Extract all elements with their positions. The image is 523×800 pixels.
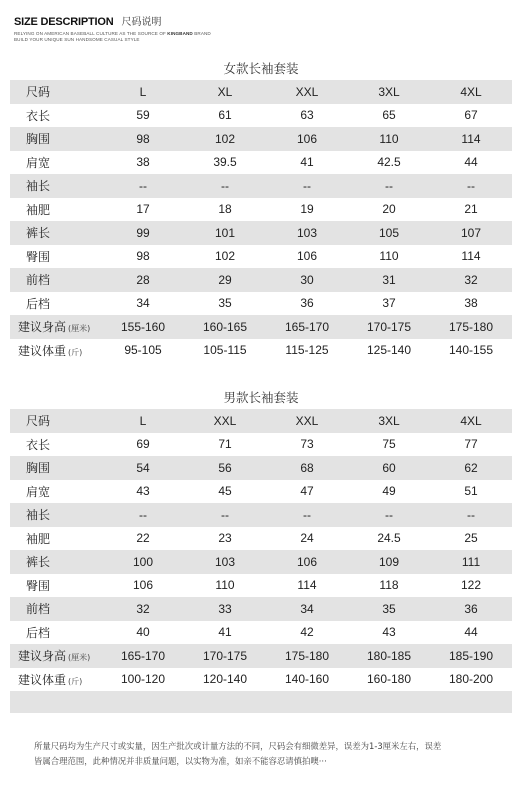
size-cell: 37 [348, 292, 430, 316]
size-cell: 160-165 [184, 315, 266, 339]
row-unit: (厘米) [68, 653, 91, 663]
women-size-row [10, 80, 512, 104]
size-cell: 120-140 [184, 668, 266, 692]
size-cell: 36 [430, 597, 512, 621]
size-cell: 165-170 [102, 644, 184, 668]
size-cell: 56 [184, 456, 266, 480]
size-cell: 18 [184, 198, 266, 222]
size-cell: 41 [184, 621, 266, 645]
size-cell: 170-175 [184, 644, 266, 668]
size-cell: 75 [348, 433, 430, 457]
size-cell: 35 [348, 597, 430, 621]
men-table-title: 男款长袖套装 [223, 390, 299, 405]
size-cell: 105-115 [184, 339, 266, 363]
size-cell: 19 [266, 198, 348, 222]
size-cell: 43 [348, 621, 430, 645]
size-cell: 60 [348, 456, 430, 480]
size-cell: 41 [266, 151, 348, 175]
size-cell: 160-180 [348, 668, 430, 692]
size-cell: 180-200 [430, 668, 512, 692]
header-title-cn: 尺码说明 [121, 17, 162, 28]
row-label-text: 后档 [26, 625, 51, 640]
row-label [10, 550, 102, 574]
size-cell: 110 [348, 245, 430, 269]
size-cell: 38 [102, 151, 184, 175]
size-cell: 61 [184, 104, 266, 128]
size-cell: 118 [348, 574, 430, 598]
women-size-row [10, 221, 512, 245]
brand-name: KINGBAND [167, 31, 193, 36]
size-cell: 106 [266, 245, 348, 269]
women-size-table [10, 80, 512, 362]
row-label [10, 409, 102, 433]
women-size-row [10, 292, 512, 316]
size-cell: 35 [184, 292, 266, 316]
row-label [10, 503, 102, 527]
size-cell: 100-120 [102, 668, 184, 692]
size-cell: 140-160 [266, 668, 348, 692]
size-cell: -- [102, 503, 184, 527]
size-cell: XXL [266, 409, 348, 433]
row-label [10, 198, 102, 222]
row-label-text: 前档 [26, 602, 51, 617]
size-cell: -- [266, 503, 348, 527]
row-label-text: 袖长 [26, 508, 51, 523]
size-cell: 23 [184, 527, 266, 551]
size-cell: 22 [102, 527, 184, 551]
size-cell: 102 [184, 127, 266, 151]
size-cell: 62 [430, 456, 512, 480]
size-cell: L [102, 80, 184, 104]
size-cell: 51 [430, 480, 512, 504]
row-label-text: 肩宽 [26, 484, 51, 499]
size-cell: -- [184, 503, 266, 527]
size-cell: 44 [430, 151, 512, 175]
size-cell: 106 [266, 127, 348, 151]
row-label [10, 644, 102, 668]
size-cell: 42 [266, 621, 348, 645]
header-subtitle-line2: BUILD YOUR UNIQUE SUN HANDSOME CASUAL STYLE [14, 37, 140, 42]
size-disclaimer-note [34, 739, 504, 768]
note-line-2: 皆属合理范围，此种情况并非质量问题，以实物为准，如亲不能容忍请慎拍噢··· [34, 755, 327, 766]
size-cell: 114 [430, 245, 512, 269]
note-line-1: 所量尺码均为生产尺寸或实量，因生产批次或计量方法的不同，尺码会有细微差异，误差为1-3厘米左右，误差 [34, 741, 442, 751]
row-label [10, 268, 102, 292]
men-size-section [10, 387, 512, 691]
size-cell: 175-180 [430, 315, 512, 339]
row-label [10, 527, 102, 551]
size-cell: XXL [184, 409, 266, 433]
row-label-text: 裤长 [26, 555, 51, 570]
size-cell: 3XL [348, 409, 430, 433]
men-size-row [10, 621, 512, 645]
size-cell: 105 [348, 221, 430, 245]
men-size-row [10, 668, 512, 692]
size-cell: 98 [102, 127, 184, 151]
women-size-row [10, 174, 512, 198]
size-cell: 140-155 [430, 339, 512, 363]
row-label-text: 尺码 [26, 414, 51, 429]
row-label [10, 221, 102, 245]
size-cell: -- [430, 174, 512, 198]
size-cell: 103 [184, 550, 266, 574]
row-label-text: 袖肥 [26, 202, 51, 217]
size-cell: 114 [430, 127, 512, 151]
size-cell: 24 [266, 527, 348, 551]
size-cell: 54 [102, 456, 184, 480]
size-cell: 24.5 [348, 527, 430, 551]
size-cell: 42.5 [348, 151, 430, 175]
size-cell: 114 [266, 574, 348, 598]
row-unit: (厘米) [68, 324, 91, 334]
size-cell: 170-175 [348, 315, 430, 339]
size-cell: 4XL [430, 80, 512, 104]
row-label [10, 621, 102, 645]
size-cell: 122 [430, 574, 512, 598]
size-cell: 32 [430, 268, 512, 292]
size-cell: L [102, 409, 184, 433]
header-title-en: SIZE DESCRIPTION [14, 16, 114, 28]
row-label-text: 袖肥 [26, 531, 51, 546]
size-cell: -- [184, 174, 266, 198]
row-label-text: 袖长 [26, 179, 51, 194]
men-size-row [10, 597, 512, 621]
size-cell: -- [266, 174, 348, 198]
row-label [10, 80, 102, 104]
size-cell: XXL [266, 80, 348, 104]
size-cell: -- [102, 174, 184, 198]
size-cell: 44 [430, 621, 512, 645]
size-cell: 185-190 [430, 644, 512, 668]
size-cell: 21 [430, 198, 512, 222]
size-cell: 65 [348, 104, 430, 128]
size-cell: 98 [102, 245, 184, 269]
row-label [10, 597, 102, 621]
row-label [10, 574, 102, 598]
size-cell: 180-185 [348, 644, 430, 668]
size-cell: 110 [184, 574, 266, 598]
men-size-row [10, 527, 512, 551]
men-size-row [10, 644, 512, 668]
size-cell: 99 [102, 221, 184, 245]
size-cell: 67 [430, 104, 512, 128]
row-unit: (斤) [68, 347, 83, 357]
row-label [10, 315, 102, 339]
size-cell: 47 [266, 480, 348, 504]
row-label-text: 建议身高 [18, 320, 67, 335]
row-label-text: 胸围 [26, 132, 51, 147]
size-description-header [14, 13, 509, 43]
women-size-row [10, 151, 512, 175]
size-cell: 28 [102, 268, 184, 292]
size-cell: 31 [348, 268, 430, 292]
row-label-text: 建议体重 [18, 343, 67, 358]
size-cell: 4XL [430, 409, 512, 433]
size-cell: 111 [430, 550, 512, 574]
women-size-row [10, 245, 512, 269]
men-size-row [10, 409, 512, 433]
size-cell: 102 [184, 245, 266, 269]
size-cell: 165-170 [266, 315, 348, 339]
row-label-text: 衣长 [26, 437, 51, 452]
size-cell: 33 [184, 597, 266, 621]
row-label [10, 292, 102, 316]
size-cell: 175-180 [266, 644, 348, 668]
size-cell: 101 [184, 221, 266, 245]
size-cell: 20 [348, 198, 430, 222]
women-size-row [10, 104, 512, 128]
size-cell: 43 [102, 480, 184, 504]
size-cell: 107 [430, 221, 512, 245]
size-cell: 103 [266, 221, 348, 245]
row-label-text: 建议体重 [18, 672, 67, 687]
size-cell: 110 [348, 127, 430, 151]
size-cell: 125-140 [348, 339, 430, 363]
row-label [10, 127, 102, 151]
men-size-row [10, 503, 512, 527]
women-size-row [10, 315, 512, 339]
size-cell: 71 [184, 433, 266, 457]
row-label [10, 339, 102, 363]
row-label-text: 衣长 [26, 108, 51, 123]
women-size-row [10, 339, 512, 363]
row-label [10, 433, 102, 457]
size-cell: 100 [102, 550, 184, 574]
women-size-row [10, 127, 512, 151]
size-cell: 34 [102, 292, 184, 316]
size-cell: 29 [184, 268, 266, 292]
size-cell: 115-125 [266, 339, 348, 363]
header-subtitle-line1: RELYING ON AMERICAN BASEBALL CULTURE AS THE SOURCE OF KINGBAND BRAND [14, 31, 211, 36]
men-size-row [10, 433, 512, 457]
size-cell: 3XL [348, 80, 430, 104]
size-cell: 32 [102, 597, 184, 621]
row-label [10, 668, 102, 692]
row-label [10, 480, 102, 504]
row-label [10, 104, 102, 128]
row-label-text: 建议身高 [18, 649, 67, 664]
size-cell: 109 [348, 550, 430, 574]
row-unit: (斤) [68, 676, 83, 686]
size-cell: 106 [102, 574, 184, 598]
men-size-row [10, 574, 512, 598]
size-cell: 59 [102, 104, 184, 128]
women-size-row [10, 198, 512, 222]
size-cell: -- [430, 503, 512, 527]
size-cell: 34 [266, 597, 348, 621]
size-cell: -- [348, 503, 430, 527]
header-title-line [14, 13, 509, 28]
row-label-text: 臀围 [26, 578, 51, 593]
row-label-text: 裤长 [26, 226, 51, 241]
size-cell: 17 [102, 198, 184, 222]
size-cell: 25 [430, 527, 512, 551]
size-cell: 73 [266, 433, 348, 457]
row-label-text: 肩宽 [26, 155, 51, 170]
men-size-row [10, 480, 512, 504]
row-label-text: 臀围 [26, 249, 51, 264]
men-size-table [10, 409, 512, 691]
size-cell: 69 [102, 433, 184, 457]
size-cell: 49 [348, 480, 430, 504]
men-size-row [10, 550, 512, 574]
row-label [10, 245, 102, 269]
women-table-title: 女款长袖套装 [223, 61, 299, 76]
size-cell: 30 [266, 268, 348, 292]
size-cell: 45 [184, 480, 266, 504]
size-cell: XL [184, 80, 266, 104]
men-size-row [10, 456, 512, 480]
women-size-row [10, 268, 512, 292]
size-cell: 106 [266, 550, 348, 574]
size-cell: -- [348, 174, 430, 198]
size-cell: 39.5 [184, 151, 266, 175]
size-cell: 155-160 [102, 315, 184, 339]
size-cell: 36 [266, 292, 348, 316]
row-label [10, 151, 102, 175]
row-label [10, 456, 102, 480]
size-cell: 68 [266, 456, 348, 480]
row-label-text: 后档 [26, 296, 51, 311]
women-size-section [10, 58, 512, 362]
size-cell: 95-105 [102, 339, 184, 363]
row-label [10, 174, 102, 198]
size-cell: 38 [430, 292, 512, 316]
size-cell: 63 [266, 104, 348, 128]
size-cell: 77 [430, 433, 512, 457]
row-label-text: 胸围 [26, 461, 51, 476]
row-label-text: 尺码 [26, 85, 51, 100]
size-cell: 40 [102, 621, 184, 645]
table-footer-bar [10, 691, 512, 713]
row-label-text: 前档 [26, 273, 51, 288]
